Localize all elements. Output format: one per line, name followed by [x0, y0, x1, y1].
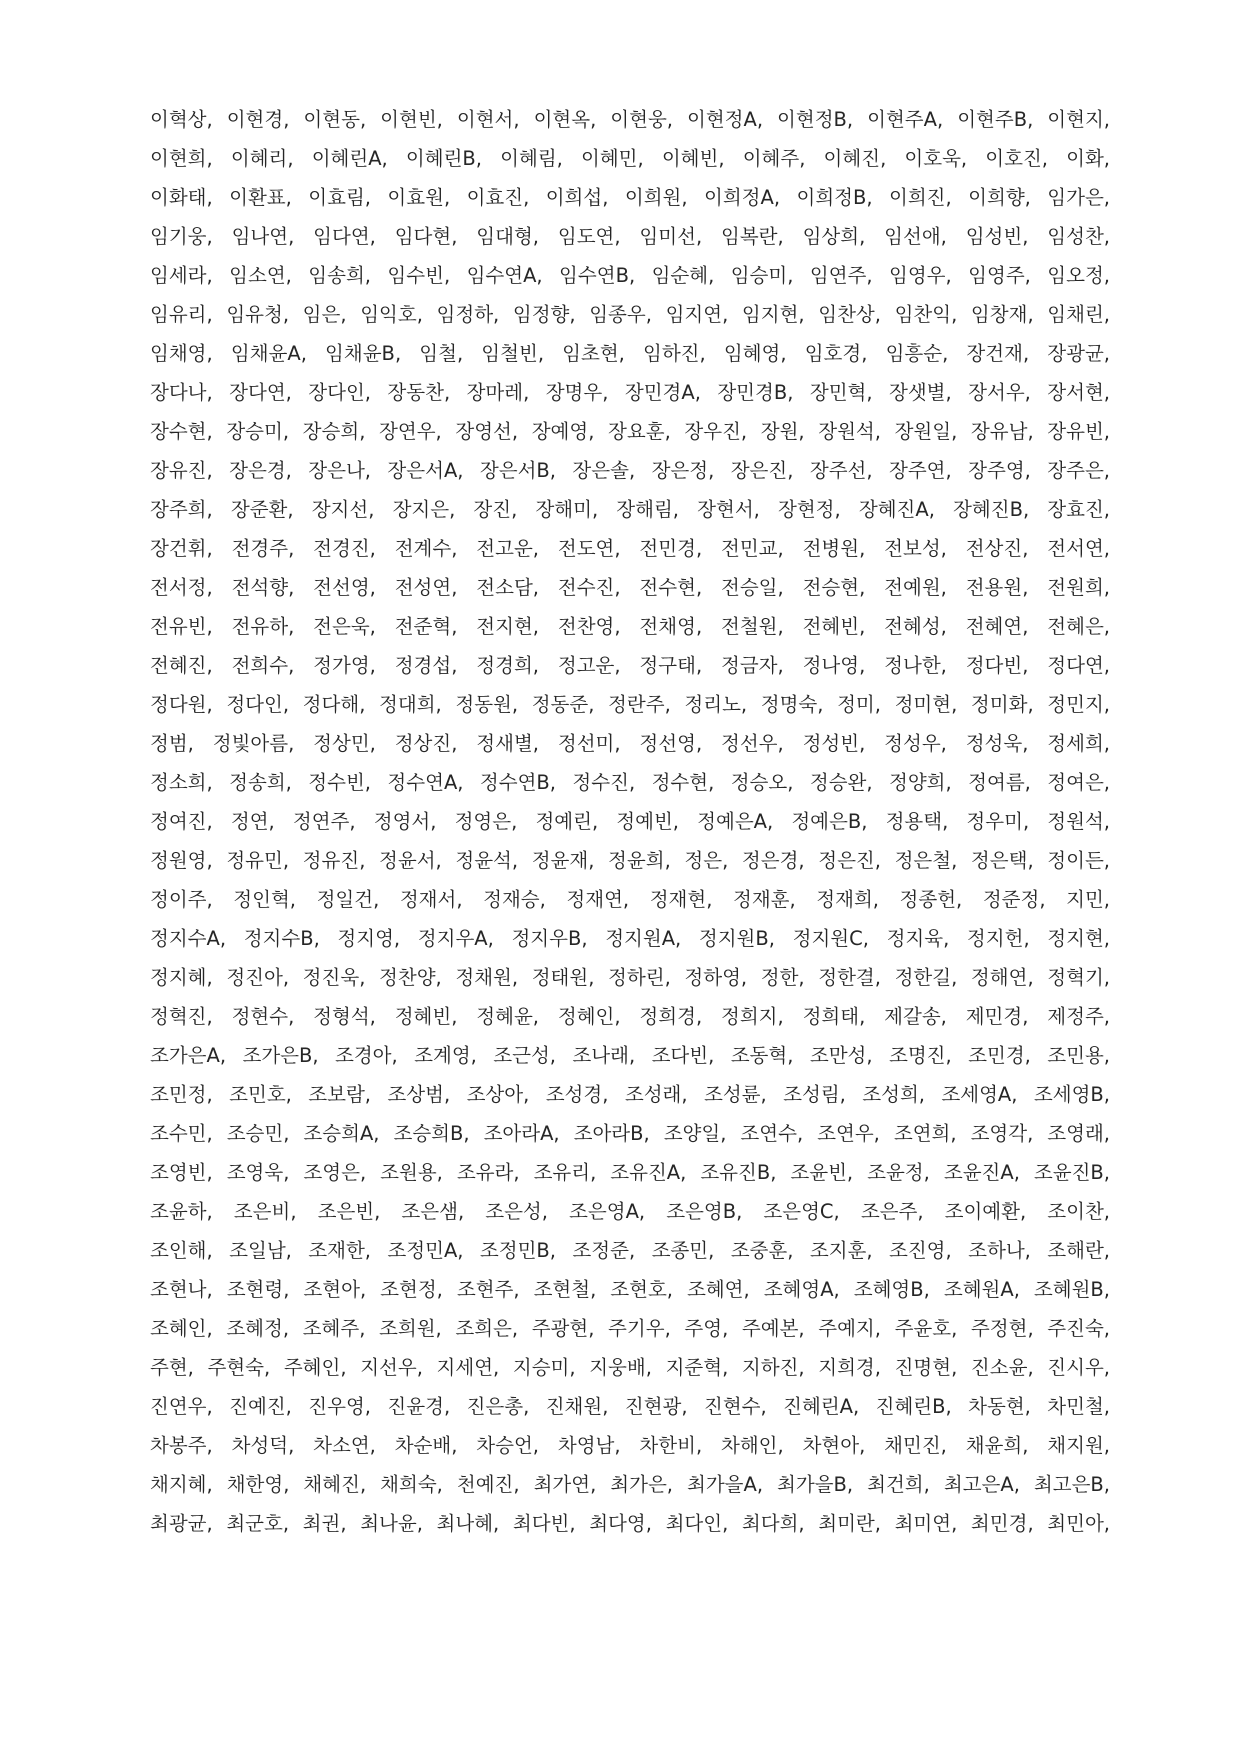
name-list-line: 조가은A, 조가은B, 조경아, 조계영, 조근성, 조나래, 조다빈, 조동혁, 조만성, 조명진, 조민경, 조민용,	[150, 1044, 1110, 1067]
name-list-line: 임세라, 임소연, 임송희, 임수빈, 임수연A, 임수연B, 임순혜, 임승미, 임연주, 임영우, 임영주, 임오정,	[150, 264, 1110, 287]
name-list-line: 조민정, 조민호, 조보람, 조상범, 조상아, 조성경, 조성래, 조성륜, 조성림, 조성희, 조세영A, 조세영B,	[150, 1083, 1110, 1106]
name-list-line: 조인해, 조일남, 조재한, 조정민A, 조정민B, 조정준, 조종민, 조중훈, 조지훈, 조진영, 조하나, 조해란,	[150, 1239, 1110, 1262]
name-list-line: 정여진, 정연, 정연주, 정영서, 정영은, 정예린, 정예빈, 정예은A, 정예은B, 정용택, 정우미, 정원석,	[150, 810, 1110, 833]
name-list-line: 조혜인, 조혜정, 조혜주, 조희원, 조희은, 주광현, 주기우, 주영, 주예본, 주예지, 주윤호, 주정현, 주진숙,	[150, 1317, 1110, 1340]
name-list-line: 정범, 정빛아름, 정상민, 정상진, 정새별, 정선미, 정선영, 정선우, 정성빈, 정성우, 정성욱, 정세희,	[150, 732, 1110, 755]
name-list-line: 정원영, 정유민, 정유진, 정윤서, 정윤석, 정윤재, 정윤희, 정은, 정은경, 정은진, 정은철, 정은택, 정이든,	[150, 849, 1110, 872]
name-list-line: 장건휘, 전경주, 전경진, 전계수, 전고운, 전도연, 전민경, 전민교, 전병원, 전보성, 전상진, 전서연,	[150, 537, 1110, 560]
name-list-line: 정이주, 정인혁, 정일건, 정재서, 정재승, 정재연, 정재현, 정재훈, 정재희, 정종헌, 정준정, 지민,	[150, 888, 1110, 911]
name-list-line: 주현, 주현숙, 주혜인, 지선우, 지세연, 지승미, 지웅배, 지준혁, 지하진, 지희경, 진명현, 진소윤, 진시우,	[150, 1356, 1110, 1379]
name-list-line: 정지수A, 정지수B, 정지영, 정지우A, 정지우B, 정지원A, 정지원B, 정지원C, 정지육, 정지헌, 정지현,	[150, 927, 1110, 950]
name-list-line: 조윤하, 조은비, 조은빈, 조은샘, 조은성, 조은영A, 조은영B, 조은영C, 조은주, 조이예환, 조이찬,	[150, 1200, 1110, 1223]
name-list-line: 정지혜, 정진아, 정진욱, 정찬양, 정채원, 정태원, 정하린, 정하영, 정한, 정한결, 정한길, 정해연, 정혁기,	[150, 966, 1110, 989]
name-list-line: 임유리, 임유청, 임은, 임익호, 임정하, 임정향, 임종우, 임지연, 임지현, 임찬상, 임찬익, 임창재, 임채린,	[150, 303, 1110, 326]
name-list-line: 장다나, 장다연, 장다인, 장동찬, 장마레, 장명우, 장민경A, 장민경B, 장민혁, 장샛별, 장서우, 장서현,	[150, 381, 1110, 404]
name-list-line: 채지혜, 채한영, 채혜진, 채희숙, 천예진, 최가연, 최가은, 최가을A, 최가을B, 최건희, 최고은A, 최고은B,	[150, 1473, 1110, 1496]
name-list-line: 조현나, 조현령, 조현아, 조현정, 조현주, 조현철, 조현호, 조혜연, 조혜영A, 조혜영B, 조혜원A, 조혜원B,	[150, 1278, 1110, 1301]
name-list-line: 전혜진, 전희수, 정가영, 정경섭, 정경희, 정고운, 정구태, 정금자, 정나영, 정나한, 정다빈, 정다연,	[150, 654, 1110, 677]
name-list-line: 장주희, 장준환, 장지선, 장지은, 장진, 장해미, 장해림, 장현서, 장현정, 장혜진A, 장혜진B, 장효진,	[150, 498, 1110, 521]
name-list-line: 차봉주, 차성덕, 차소연, 차순배, 차승언, 차영남, 차한비, 차해인, 차현아, 채민진, 채윤희, 채지원,	[150, 1434, 1110, 1457]
name-list	[150, 100, 1110, 1543]
name-list-line: 임채영, 임채윤A, 임채윤B, 임철, 임철빈, 임초현, 임하진, 임혜영, 임호경, 임흥순, 장건재, 장광균,	[150, 342, 1110, 365]
name-list-line: 임기웅, 임나연, 임다연, 임다현, 임대형, 임도연, 임미선, 임복란, 임상희, 임선애, 임성빈, 임성찬,	[150, 225, 1110, 248]
name-list-line: 이현희, 이혜리, 이혜린A, 이혜린B, 이혜림, 이혜민, 이혜빈, 이혜주, 이혜진, 이호욱, 이호진, 이화,	[150, 147, 1110, 170]
name-list-line: 진연우, 진예진, 진우영, 진윤경, 진은총, 진채원, 진현광, 진현수, 진혜린A, 진혜린B, 차동현, 차민철,	[150, 1395, 1110, 1418]
name-list-line: 최광균, 최군호, 최권, 최나윤, 최나혜, 최다빈, 최다영, 최다인, 최다희, 최미란, 최미연, 최민경, 최민아,	[150, 1512, 1110, 1535]
name-list-line: 조영빈, 조영욱, 조영은, 조원용, 조유라, 조유리, 조유진A, 조유진B, 조윤빈, 조윤정, 조윤진A, 조윤진B,	[150, 1161, 1110, 1184]
name-list-line: 정혁진, 정현수, 정형석, 정혜빈, 정혜윤, 정혜인, 정희경, 정희지, 정희태, 제갈송, 제민경, 제정주,	[150, 1005, 1110, 1028]
name-list-line: 전서정, 전석향, 전선영, 전성연, 전소담, 전수진, 전수현, 전승일, 전승현, 전예원, 전용원, 전원희,	[150, 576, 1110, 599]
name-list-line: 장유진, 장은경, 장은나, 장은서A, 장은서B, 장은솔, 장은정, 장은진, 장주선, 장주연, 장주영, 장주은,	[150, 459, 1110, 482]
name-list-line: 정다원, 정다인, 정다해, 정대희, 정동원, 정동준, 정란주, 정리노, 정명숙, 정미, 정미현, 정미화, 정민지,	[150, 693, 1110, 716]
name-list-line: 이혁상, 이현경, 이현동, 이현빈, 이현서, 이현옥, 이현웅, 이현정A, 이현정B, 이현주A, 이현주B, 이현지,	[150, 108, 1110, 131]
name-list-line: 정소희, 정송희, 정수빈, 정수연A, 정수연B, 정수진, 정수현, 정승오, 정승완, 정양희, 정여름, 정여은,	[150, 771, 1110, 794]
name-list-line: 조수민, 조승민, 조승희A, 조승희B, 조아라A, 조아라B, 조양일, 조연수, 조연우, 조연희, 조영각, 조영래,	[150, 1122, 1110, 1145]
name-list-line: 장수현, 장승미, 장승희, 장연우, 장영선, 장예영, 장요훈, 장우진, 장원, 장원석, 장원일, 장유남, 장유빈,	[150, 420, 1110, 443]
name-list-line: 이화태, 이환표, 이효림, 이효원, 이효진, 이희섭, 이희원, 이희정A, 이희정B, 이희진, 이희향, 임가은,	[150, 186, 1110, 209]
name-list-line: 전유빈, 전유하, 전은욱, 전준혁, 전지현, 전찬영, 전채영, 전철원, 전혜빈, 전혜성, 전혜연, 전혜은,	[150, 615, 1110, 638]
